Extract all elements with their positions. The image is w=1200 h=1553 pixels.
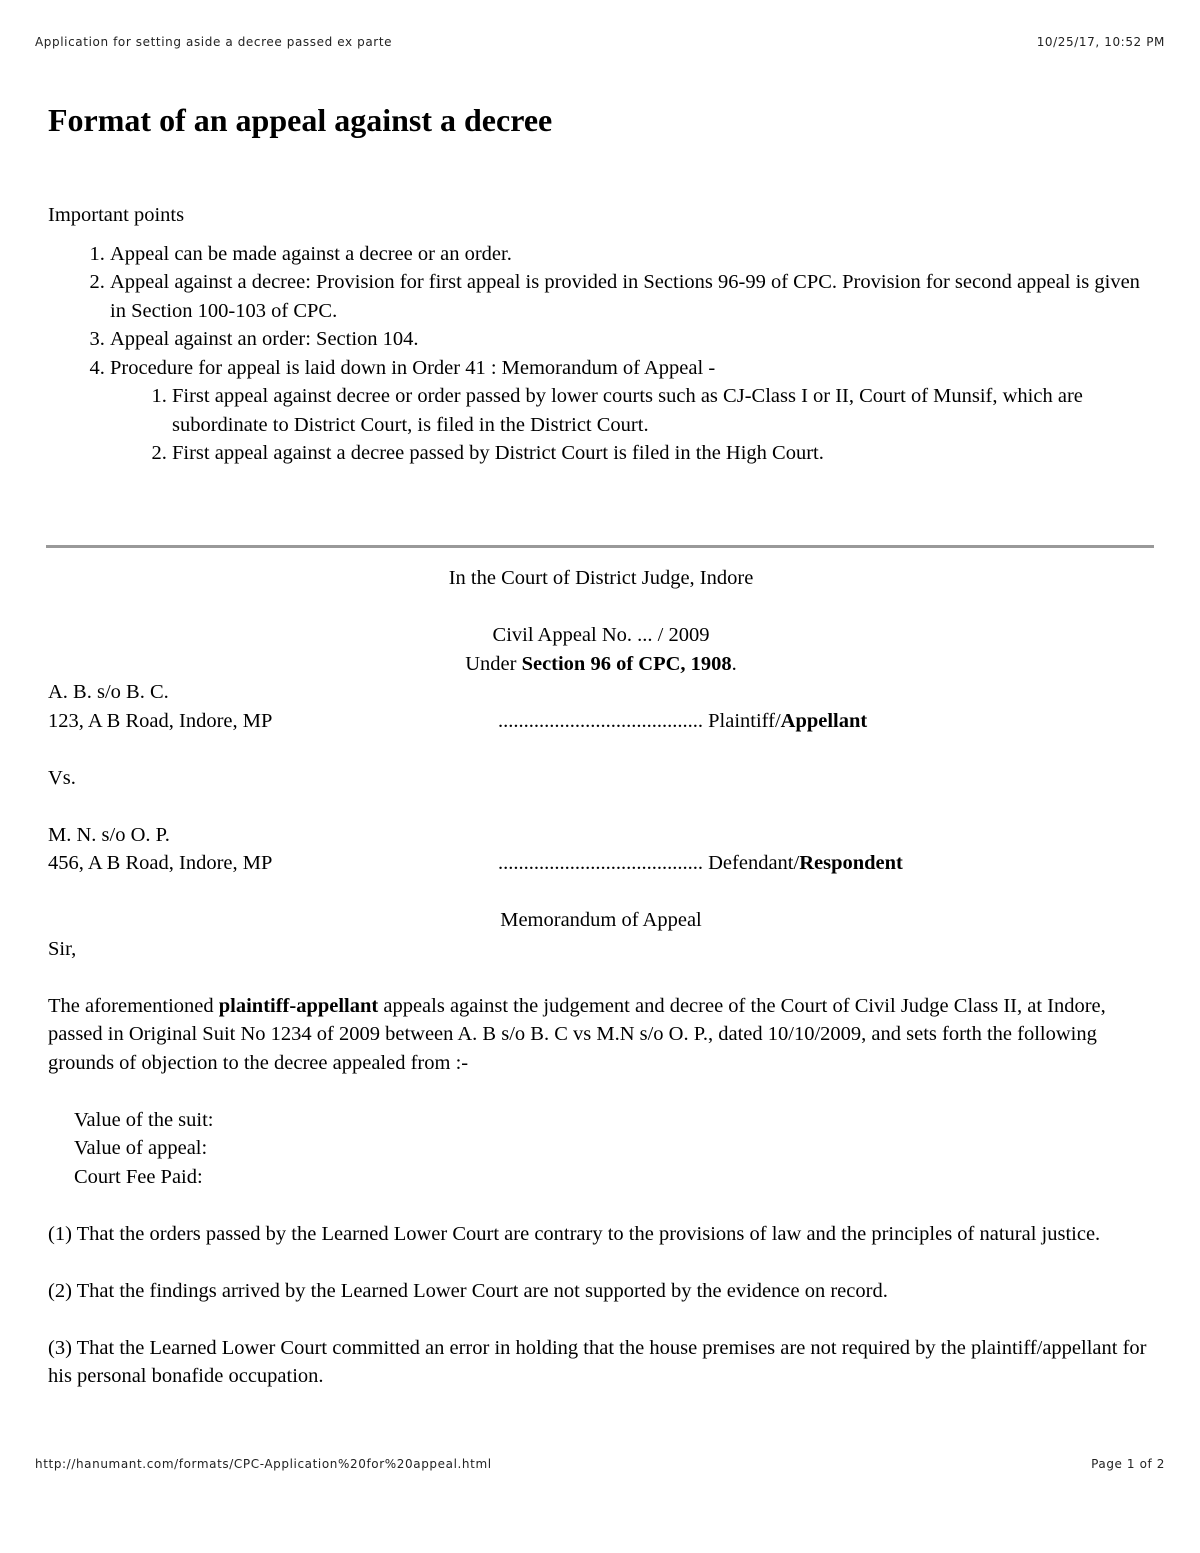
section-divider [46, 545, 1154, 548]
appeal-format [48, 564, 1154, 1391]
print-footer [35, 1457, 1165, 1471]
dot-leader: ........................................ [498, 852, 703, 874]
role-bold: Appellant [780, 709, 868, 732]
important-points-label: Important points [48, 204, 185, 226]
intro-paragraph [48, 992, 1154, 1078]
respondent-address-row [48, 849, 1154, 878]
role-bold: Respondent [799, 852, 903, 874]
list-item: 3. Appeal against an order: Section 104. [110, 325, 1154, 354]
intro-pre: The aforementioned [48, 994, 219, 1017]
page-title: Format of an appeal against a decree [48, 102, 553, 138]
intro-post: appeals against the judgement and decree of the Court of Civil Judge Class II, at Indore, passed in Original Suit No 1234 of 2009 between A. B s/o B. C vs M.N s/o O. P., dated 10/10/2009, and sets forth the following grounds of objection to the decree appealed from :- [48, 994, 1106, 1074]
under-prefix: Under [465, 652, 522, 675]
intro-bold: plaintiff-appellant [218, 994, 379, 1017]
page-number: Page 1 of 2 [1091, 1457, 1165, 1471]
under-section [48, 650, 1154, 679]
list-item: 2. Appeal against a decree: Provision for first appeal is provided in Sections 96-99 of CPC. Provision for second appeal is given in Section 100-103 of CPC. [110, 268, 1154, 325]
appellant-name: A. B. s/o B. C. [48, 681, 169, 703]
sub-points-list [110, 382, 1154, 468]
header-title: Application for setting aside a decree passed ex parte [35, 35, 393, 49]
list-item: 2. First appeal against a decree passed by District Court is filed in the High Court. [172, 439, 1154, 468]
appellant-address-row [48, 707, 1154, 736]
footer-url: http://hanumant.com/formats/CPC-Application%20for%20appeal.html [35, 1457, 492, 1471]
important-points-list [48, 240, 1154, 468]
respondent-name: M. N. s/o O. P. [48, 823, 170, 846]
dot-leader: ........................................ [498, 709, 703, 732]
document-body [48, 96, 1154, 468]
appeal-number: Civil Appeal No. ... / 2009 [492, 624, 710, 646]
respondent-role [498, 849, 903, 878]
section-reference: Section 96 of CPC, 1908 [521, 652, 732, 675]
list-item: 1. First appeal against decree or order passed by lower courts such as CJ-Class I or II, Court of Munsif, which are subordinate to District Court, is filed in the District Court. [172, 382, 1154, 439]
memo-title: Memorandum of Appeal [500, 909, 702, 931]
list-item: 1. Appeal can be made against a decree or an order. [110, 240, 1154, 269]
value-appeal: Value of appeal: [74, 1137, 208, 1159]
appellant-address: 123, A B Road, Indore, MP [48, 709, 273, 732]
list-item [110, 354, 1154, 468]
salutation: Sir, [48, 937, 77, 960]
appellant-role [498, 707, 867, 736]
ground-3: (3) That the Learned Lower Court committed an error in holding that the house premises are not required by the plaintiff/appellant for his personal bonafide occupation. [48, 1336, 1147, 1387]
court-name: In the Court of District Judge, Indore [448, 567, 754, 589]
ground-1: (1) That the orders passed by the Learned Lower Court are contrary to the provisions of law and the principles of natural justice. [48, 1222, 1101, 1245]
print-header [35, 35, 1165, 49]
value-suit: Value of the suit: [74, 1108, 214, 1131]
role-plain: Plaintiff/ [708, 709, 781, 732]
versus: Vs. [48, 766, 76, 789]
header-datetime: 10/25/17, 10:52 PM [1036, 35, 1165, 49]
list-item-text: Procedure for appeal is laid down in Order 41 : Memorandum of Appeal - [110, 356, 716, 379]
under-suffix: . [731, 652, 737, 675]
respondent-address: 456, A B Road, Indore, MP [48, 852, 273, 874]
court-fee: Court Fee Paid: [74, 1165, 203, 1188]
role-plain: Defendant/ [708, 852, 800, 874]
ground-2: (2) That the findings arrived by the Learned Lower Court are not supported by the evidence on record. [48, 1279, 888, 1302]
